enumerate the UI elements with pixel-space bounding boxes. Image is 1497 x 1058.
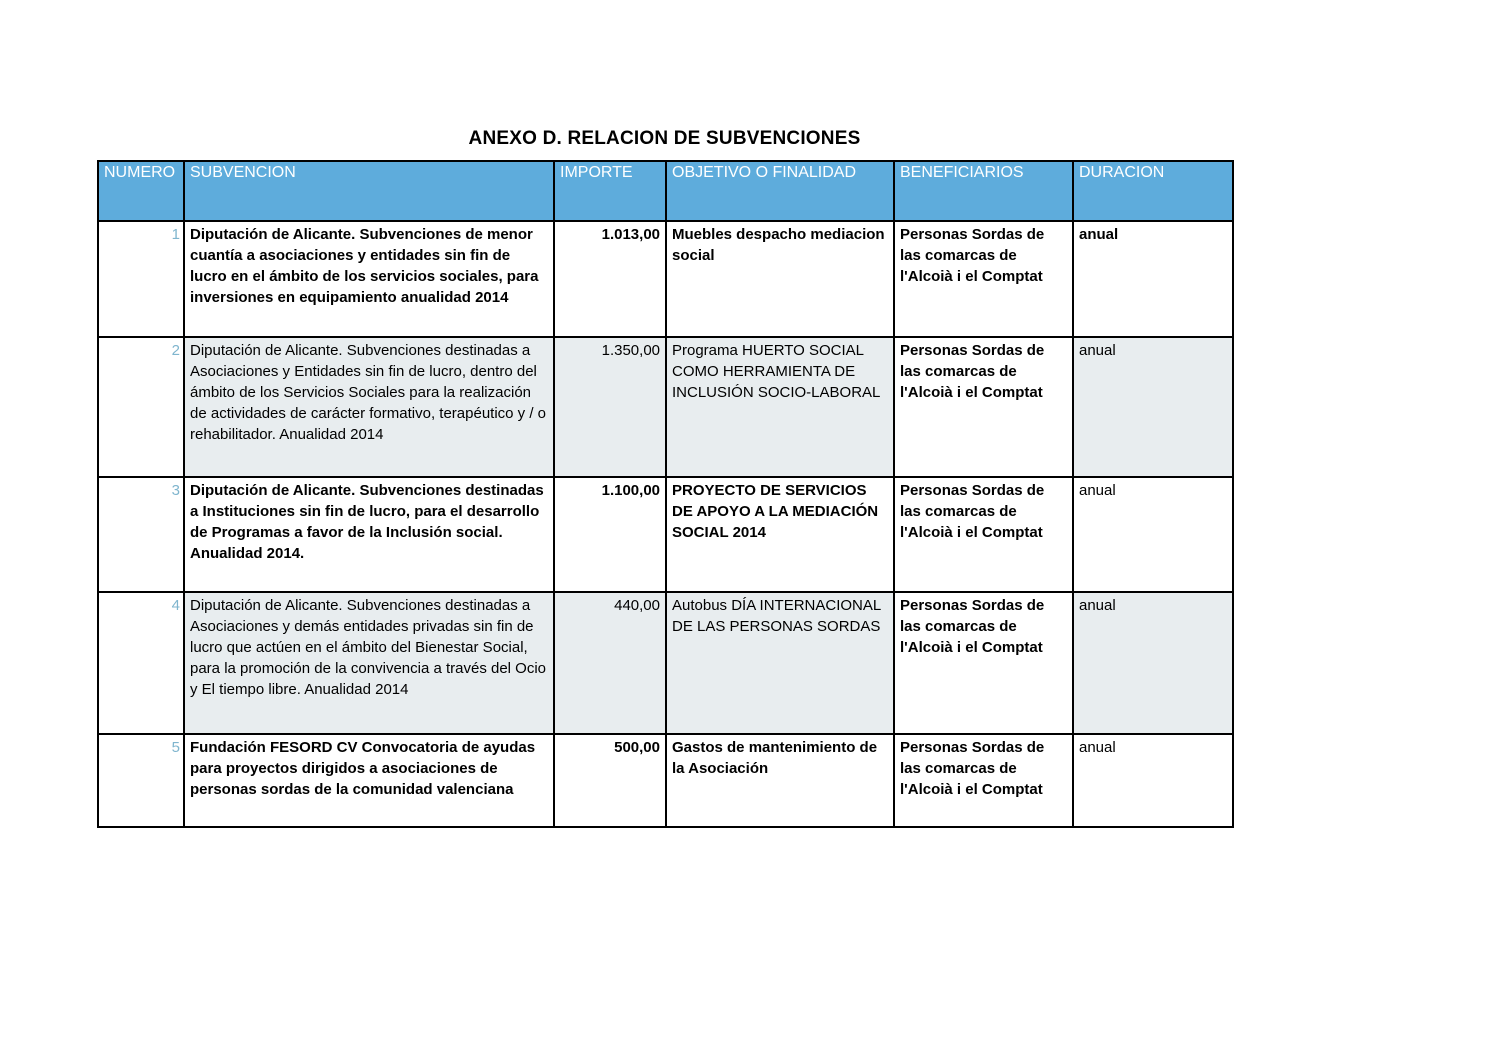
cell-numero: 2: [98, 337, 184, 477]
cell-objetivo: Programa HUERTO SOCIAL COMO HERRAMIENTA DE INCLUSIÓN SOCIO-LABORAL: [666, 337, 894, 477]
column-header-beneficiarios: BENEFICIARIOS: [894, 161, 1073, 221]
cell-objetivo: Autobus DÍA INTERNACIONAL DE LAS PERSONAS SORDAS: [666, 592, 894, 734]
column-header-numero: NUMERO: [98, 161, 184, 221]
page-title: ANEXO D. RELACION DE SUBVENCIONES: [468, 128, 861, 149]
cell-objetivo: Gastos de mantenimiento de la Asociación: [666, 734, 894, 827]
table-header-row: [98, 161, 1233, 221]
cell-importe: 500,00: [554, 734, 666, 827]
cell-importe: 1.013,00: [554, 221, 666, 337]
cell-subvencion: Diputación de Alicante. Subvenciones destinadas a Asociaciones y demás entidades privadas sin fin de lucro que actúen en el ámbito del Bienestar Social, para la promoción de la convivencia a través del Ocio y El tiempo libre. Anualidad 2014: [184, 592, 554, 734]
table-row: [98, 592, 1233, 734]
cell-subvencion: Fundación FESORD CV Convocatoria de ayudas para proyectos dirigidos a asociaciones de personas sordas de la comunidad valenciana: [184, 734, 554, 827]
cell-subvencion: Diputación de Alicante. Subvenciones destinadas a Asociaciones y Entidades sin fin de lucro, dentro del ámbito de los Servicios Sociales para la realización de actividades de carácter formativo, terapéutico y / o rehabilitador. Anualidad 2014: [184, 337, 554, 477]
cell-numero: 3: [98, 477, 184, 592]
cell-subvencion: Diputación de Alicante. Subvenciones de menor cuantía a asociaciones y entidades sin fin de lucro en el ámbito de los servicios sociales, para inversiones en equipamiento anualidad 2014: [184, 221, 554, 337]
cell-duracion: anual: [1073, 734, 1233, 827]
cell-beneficiarios: Personas Sordas de las comarcas de l'Alcoià i el Comptat: [894, 337, 1073, 477]
cell-duracion: anual: [1073, 592, 1233, 734]
cell-duracion: anual: [1073, 337, 1233, 477]
cell-subvencion: Diputación de Alicante. Subvenciones destinadas a Instituciones sin fin de lucro, para el desarrollo de Programas a favor de la Inclusión social. Anualidad 2014.: [184, 477, 554, 592]
table-row: [98, 221, 1233, 337]
cell-numero: 1: [98, 221, 184, 337]
cell-importe: 440,00: [554, 592, 666, 734]
table-row: [98, 734, 1233, 827]
column-header-duracion: DURACION: [1073, 161, 1233, 221]
cell-objetivo: PROYECTO DE SERVICIOS DE APOYO A LA MEDIACIÓN SOCIAL 2014: [666, 477, 894, 592]
column-header-subvencion: SUBVENCION: [184, 161, 554, 221]
cell-duracion: anual: [1073, 477, 1233, 592]
table-row: [98, 337, 1233, 477]
cell-beneficiarios: Personas Sordas de las comarcas de l'Alcoià i el Comptat: [894, 734, 1073, 827]
cell-beneficiarios: Personas Sordas de las comarcas de l'Alcoià i el Comptat: [894, 221, 1073, 337]
cell-importe: 1.350,00: [554, 337, 666, 477]
column-header-objetivo: OBJETIVO O FINALIDAD: [666, 161, 894, 221]
cell-duracion: anual: [1073, 221, 1233, 337]
cell-numero: 4: [98, 592, 184, 734]
cell-objetivo: Muebles despacho mediacion social: [666, 221, 894, 337]
subsidies-table: [97, 160, 1234, 828]
column-header-importe: IMPORTE: [554, 161, 666, 221]
cell-beneficiarios: Personas Sordas de las comarcas de l'Alcoià i el Comptat: [894, 592, 1073, 734]
cell-importe: 1.100,00: [554, 477, 666, 592]
cell-numero: 5: [98, 734, 184, 827]
table-row: [98, 477, 1233, 592]
cell-beneficiarios: Personas Sordas de las comarcas de l'Alcoià i el Comptat: [894, 477, 1073, 592]
